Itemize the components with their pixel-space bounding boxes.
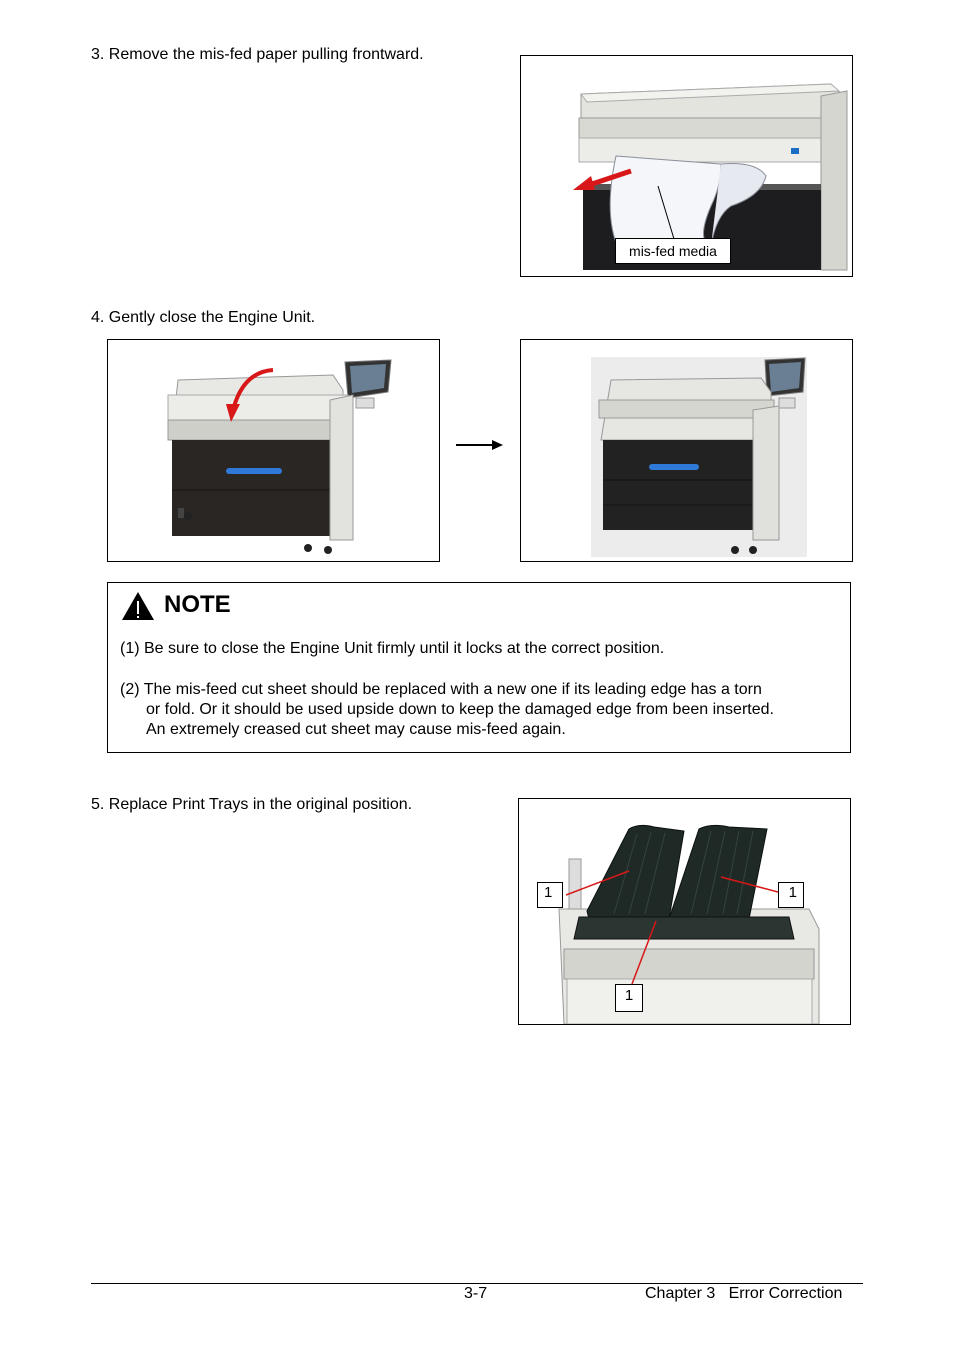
note-item-2: [120, 680, 774, 740]
close-engine-unit-figure: [107, 339, 440, 562]
note-item-2-line-1: (2) The mis-feed cut sheet should be replaced with a new one if its leading edge has a torn: [120, 681, 762, 698]
note-box: [107, 582, 851, 753]
note-title: NOTE: [164, 591, 231, 618]
engine-unit-closed-figure: [520, 339, 853, 562]
step-5-text: 5. Replace Print Trays in the original position.: [91, 796, 413, 813]
tray-callout-left: 1: [537, 882, 563, 908]
print-trays-figure: [518, 798, 851, 1025]
page-number: 3-7: [464, 1285, 488, 1302]
mis-fed-media-callout: mis-fed media: [615, 238, 731, 264]
step-3-text: 3. Remove the mis-fed paper pulling frontward.: [91, 46, 424, 63]
mis-fed-paper-figure: [520, 55, 853, 277]
right-arrow-icon: [456, 438, 504, 452]
warning-icon: [120, 590, 156, 622]
step-4-text: 4. Gently close the Engine Unit.: [91, 309, 316, 326]
tray-callout-center: 1: [615, 984, 643, 1012]
tray-callout-right: 1: [778, 882, 804, 908]
note-item-2-line-3: An extremely creased cut sheet may cause mis-feed again.: [146, 721, 566, 738]
note-item-1: (1) Be sure to close the Engine Unit firmly until it locks at the correct position.: [120, 640, 665, 657]
chapter-title: Chapter 3 Error Correction: [645, 1285, 843, 1302]
note-item-2-line-2: or fold. Or it should be used upside down to keep the damaged edge from been inserted.: [146, 701, 774, 718]
